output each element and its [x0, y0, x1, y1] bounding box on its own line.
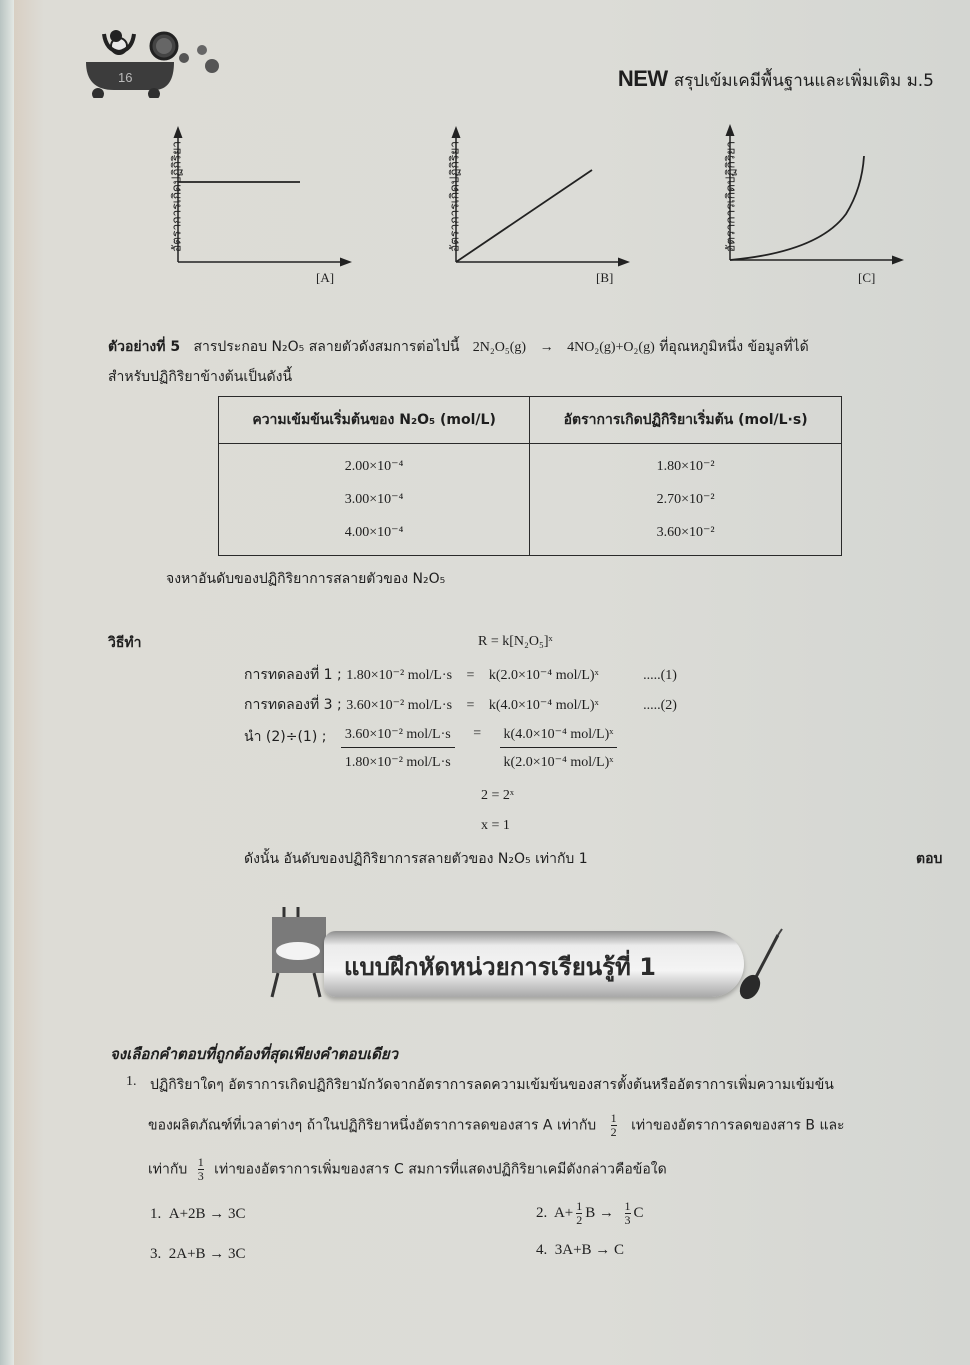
- question-1-line1: ปฏิกิริยาใดๆ อัตราการเกิดปฏิกิริยามักวัดจากอัตราการลดความเข้มข้นของสารตั้งต้นหรืออัตราการเพิ่มความเข้มข้น: [150, 1077, 834, 1093]
- option-1[interactable]: 1. A+2B → 3C: [150, 1206, 246, 1222]
- question-1-number: 1.: [126, 1074, 137, 1089]
- book-title: สรุปเข้มเคมีพื้นฐานและเพิ่มเติม ม.5: [673, 71, 934, 91]
- experiment-3-line: การทดลองที่ 3 ; 3.60×10⁻² mol/L·s = k(4.0×10⁻⁴ mol/L)ˣ .....(2): [244, 697, 677, 713]
- x-axis-label: [A]: [316, 270, 335, 285]
- svg-text:16: 16: [118, 70, 133, 85]
- graph-constant-rate: [164, 122, 354, 292]
- answer-label: ตอบ: [916, 851, 943, 867]
- example-intro-line2: สำหรับปฏิกิริยาข้างต้นเป็นดังนี้: [108, 369, 293, 385]
- experiment-1-line: การทดลองที่ 1 ; 1.80×10⁻² mol/L·s = k(2.0×10⁻⁴ mol/L)ˣ .....(1): [244, 667, 677, 683]
- y-axis-label: อัตราการเกิดปฏิกิริยา: [169, 141, 184, 252]
- option-3[interactable]: 3. 2A+B → 3C: [150, 1246, 246, 1262]
- question-1-line2: ของผลิตภัณฑ์ที่เวลาต่างๆ ถ้าในปฏิกิริยาหนึ่งอัตราการลดของสาร A เท่ากับ $\frac{1}{2}$ เท่าของอัตราการลดของสาร B และ: [148, 1111, 845, 1139]
- example-intro-line1: ตัวอย่างที่ 5 สารประกอบ N₂O₅ สลายตัวดังสมการต่อไปนี้ 2N₂O₅(g) → 4NO₂(g)+O₂(g) ที่อุณหภูมิหนึ่ง ข้อมูลที่ได้: [108, 339, 809, 355]
- table-body: [219, 444, 842, 556]
- mascot-page-number-icon: [84, 28, 224, 98]
- graph-linear-rate: [442, 122, 632, 292]
- division-step: นำ (2)÷(1) ; $\frac{\text{3.60×10⁻² mol/L·s}}{\text{1.80×10⁻² mol/L·s}}$ = $\frac{\text{k(4.0×10⁻⁴ mol/L)ˣ}}{\text{k(2.0×10⁻⁴ mol/L)ˣ}}$: [244, 726, 617, 771]
- y-axis-label: อัตราการเกิดปฏิกิริยา: [447, 141, 462, 252]
- paintbrush-icon: [734, 905, 804, 1005]
- table-header-concentration: ความเข้มข้นเริ่มต้นของ N₂O₅ (mol/L): [219, 397, 530, 444]
- concentration-column: 2.00×10⁻⁴ 3.00×10⁻⁴ 4.00×10⁻⁴: [219, 444, 530, 556]
- option-4[interactable]: 4. 3A+B → C: [536, 1242, 625, 1258]
- y-axis-label: อัตราการเกิดปฏิกิริยา: [723, 141, 738, 252]
- running-header: [618, 66, 934, 94]
- textbook-page: [14, 0, 970, 1365]
- example-label: ตัวอย่างที่ 5: [108, 339, 181, 355]
- step-x-equals-1: x = 1: [481, 818, 510, 833]
- brand-new: NEW: [617, 66, 668, 91]
- x-axis-label: [C]: [858, 270, 876, 285]
- rhs-fraction: $\frac{\text{k(4.0×10⁻⁴ mol/L)ˣ}}{\text{k(2.0×10⁻⁴ mol/L)ˣ}}$: [500, 726, 618, 771]
- fraction-one-third: $\frac{1}{3}$: [197, 1155, 204, 1183]
- conclusion: ดังนั้น อันดับของปฏิกิริยาการสลายตัวของ N₂O₅ เท่ากับ 1: [244, 851, 588, 867]
- question-1-line3: เท่ากับ $\frac{1}{3}$ เท่าของอัตราการเพิ่มของสาร C สมการที่แสดงปฏิกิริยาเคมีดังกล่าวคือข้อใด: [148, 1155, 667, 1183]
- lhs-fraction: $\frac{\text{3.60×10⁻² mol/L·s}}{\text{1.80×10⁻² mol/L·s}}$: [341, 726, 455, 771]
- page-edge: [0, 0, 14, 1365]
- table-header-rate: อัตราการเกิดปฏิกิริยาเริ่มต้น (mol/L·s): [530, 397, 842, 444]
- solution-label: วิธีทำ: [108, 635, 142, 651]
- graph-exponential-rate: [718, 122, 908, 292]
- option-2[interactable]: 2. A+ $\frac{1}{2}$ B → $\frac{1}{3}$ C: [536, 1199, 644, 1227]
- exercise-instruction: จงเลือกคำตอบที่ถูกต้องที่สุดเพียงคำตอบเดียว: [110, 1045, 399, 1063]
- rate-law: R = k[N₂O₅]ˣ: [478, 634, 553, 649]
- concentration-rate-table: [218, 396, 842, 556]
- x-axis-label: [B]: [596, 270, 614, 285]
- rate-column: 1.80×10⁻² 2.70×10⁻² 3.60×10⁻²: [530, 444, 842, 556]
- banner-title: แบบฝึกหัดหน่วยการเรียนรู้ที่ 1: [344, 953, 656, 981]
- equation: 2N₂O₅(g) → 4NO₂(g)+O₂(g): [472, 340, 655, 355]
- exercise-banner: [264, 905, 784, 1005]
- example-question: จงหาอันดับของปฏิกิริยาการสลายตัวของ N₂O₅: [166, 571, 446, 587]
- step-2-equals-2x: 2 = 2ˣ: [481, 788, 514, 803]
- fraction-one-half: $\frac{1}{2}$: [610, 1111, 617, 1139]
